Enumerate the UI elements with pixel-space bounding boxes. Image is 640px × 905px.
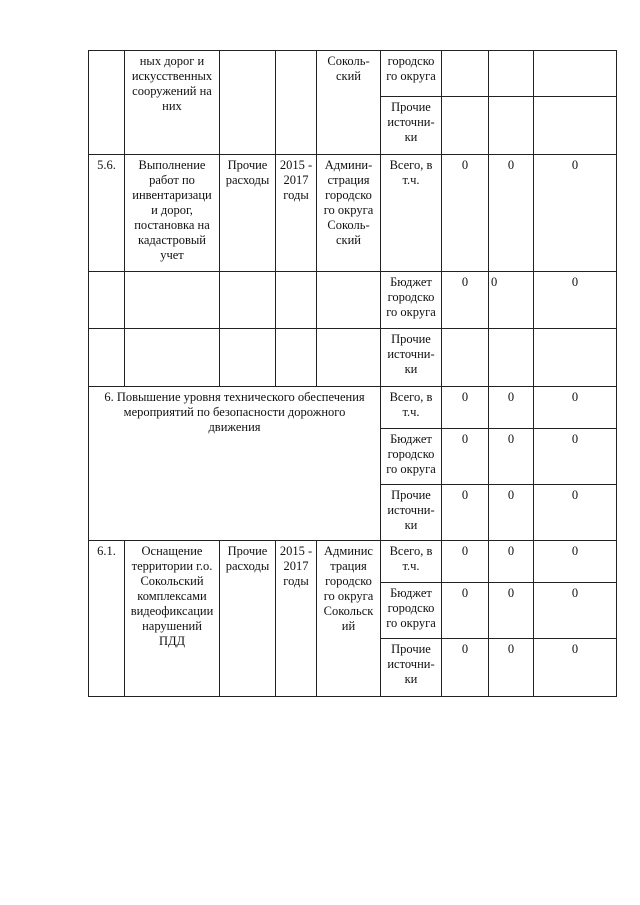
expense-type-cell	[220, 329, 276, 387]
funding-source: Бюджет городско го округа	[386, 275, 436, 319]
value-2017: 0	[571, 488, 579, 502]
value-cell	[534, 583, 617, 639]
period: 2015 - 2017 годы	[279, 158, 313, 202]
value-cell	[442, 541, 489, 583]
value-cell	[442, 155, 489, 272]
value-cell	[489, 272, 534, 329]
value-2015: 0	[461, 642, 469, 656]
table-row	[89, 387, 617, 429]
section-heading: 6. Повышение уровня технического обеспечения мероприятий по безопасности дорожного движения	[104, 390, 365, 434]
value-cell	[534, 387, 617, 429]
value-2016: 0	[507, 432, 515, 446]
value-cell	[442, 51, 489, 97]
value-cell	[489, 155, 534, 272]
value-cell	[489, 387, 534, 429]
value-2015: 0	[461, 432, 469, 446]
value-cell	[534, 429, 617, 485]
value-2015: 0	[461, 158, 469, 172]
value-2016: 0	[507, 390, 515, 404]
value-cell	[442, 387, 489, 429]
funding-source: Всего, в т.ч.	[389, 544, 433, 573]
funding-source: Прочие источни- ки	[387, 488, 435, 532]
value-2015: 0	[461, 586, 469, 600]
value-2016: 0	[507, 158, 515, 172]
funding-source-cell	[381, 639, 442, 697]
funding-source-cell	[381, 51, 442, 97]
value-2017: 0	[571, 275, 579, 289]
value-cell	[442, 97, 489, 155]
activity-name: Выполнение работ по инвентаризаци и дорог, постановка на кадастровый учет	[132, 158, 212, 262]
value-cell	[489, 583, 534, 639]
value-2016: 0	[507, 586, 515, 600]
value-cell	[489, 97, 534, 155]
funding-source: городско го округа	[386, 54, 436, 83]
funding-source-cell	[381, 97, 442, 155]
funding-source-cell	[381, 329, 442, 387]
value-cell	[489, 329, 534, 387]
funding-source: Всего, в т.ч.	[389, 390, 433, 419]
funding-source-cell	[381, 485, 442, 541]
value-cell	[534, 639, 617, 697]
program-activities-table	[88, 50, 617, 697]
period-cell	[276, 541, 317, 697]
table-row	[89, 155, 617, 272]
value-cell	[534, 51, 617, 97]
activity-name-cell	[125, 51, 220, 155]
value-2017: 0	[571, 432, 579, 446]
funding-source: Прочие источни- ки	[387, 100, 435, 144]
row-number-cell	[89, 155, 125, 272]
value-2017: 0	[571, 158, 579, 172]
funding-source-cell	[381, 583, 442, 639]
expense-type: Прочие расходы	[225, 158, 270, 187]
funding-source-cell	[381, 155, 442, 272]
value-2017: 0	[571, 390, 579, 404]
funding-source: Бюджет городско го округа	[386, 432, 436, 476]
value-cell	[534, 155, 617, 272]
row-number-cell	[89, 51, 125, 155]
activity-name-cell	[125, 155, 220, 272]
table-row	[89, 272, 617, 329]
value-cell	[489, 541, 534, 583]
value-2016: 0	[491, 275, 498, 289]
table-row	[89, 329, 617, 387]
executor-cell	[317, 541, 381, 697]
executor-cell	[317, 51, 381, 155]
value-cell	[442, 329, 489, 387]
row-number-cell	[89, 541, 125, 697]
value-cell	[489, 485, 534, 541]
expense-type: Прочие расходы	[225, 544, 270, 573]
funding-source: Всего, в т.ч.	[389, 158, 433, 187]
funding-source-cell	[381, 272, 442, 329]
value-2017: 0	[571, 544, 579, 558]
period-cell	[276, 329, 317, 387]
activity-name-cell	[125, 329, 220, 387]
expense-type-cell	[220, 272, 276, 329]
value-cell	[442, 272, 489, 329]
executor-cell	[317, 329, 381, 387]
activity-name-cell	[125, 272, 220, 329]
value-cell	[534, 541, 617, 583]
row-number: 6.1.	[97, 544, 116, 558]
value-cell	[442, 639, 489, 697]
funding-source-cell	[381, 541, 442, 583]
value-cell	[489, 429, 534, 485]
period: 2015 - 2017 годы	[279, 544, 313, 588]
executor: Соколь- ский	[327, 54, 370, 83]
expense-type-cell	[220, 541, 276, 697]
value-cell	[442, 485, 489, 541]
value-2015: 0	[461, 488, 469, 502]
period-cell	[276, 51, 317, 155]
value-cell	[442, 429, 489, 485]
value-cell	[534, 485, 617, 541]
activity-name: ных дорог и искусственных сооружений на них	[131, 54, 213, 113]
period-cell	[276, 155, 317, 272]
value-2015: 0	[461, 544, 469, 558]
executor: Админис трация городско го округа Сокольск ий	[323, 544, 374, 633]
value-cell	[534, 329, 617, 387]
expense-type-cell	[220, 51, 276, 155]
funding-source: Прочие источни- ки	[387, 332, 435, 376]
table-row	[89, 51, 617, 97]
value-cell	[534, 272, 617, 329]
funding-source: Прочие источни- ки	[387, 642, 435, 686]
funding-source-cell	[381, 429, 442, 485]
section-heading-cell	[89, 387, 381, 541]
executor-cell	[317, 155, 381, 272]
value-cell	[442, 583, 489, 639]
row-number: 5.6.	[97, 158, 116, 172]
value-2016: 0	[507, 488, 515, 502]
activity-name-cell	[125, 541, 220, 697]
value-2017: 0	[571, 642, 579, 656]
period-cell	[276, 272, 317, 329]
value-2016: 0	[507, 544, 515, 558]
value-cell	[489, 51, 534, 97]
funding-source: Бюджет городско го округа	[386, 586, 436, 630]
value-cell	[489, 639, 534, 697]
executor-cell	[317, 272, 381, 329]
activity-name: Оснащение территории г.о. Сокольский комплексами видеофиксации нарушений ПДД	[130, 544, 214, 648]
value-2015: 0	[461, 390, 469, 404]
table-row	[89, 541, 617, 583]
row-number-cell	[89, 272, 125, 329]
value-2017: 0	[571, 586, 579, 600]
value-2015: 0	[461, 275, 469, 289]
row-number-cell	[89, 329, 125, 387]
expense-type-cell	[220, 155, 276, 272]
value-cell	[534, 97, 617, 155]
funding-source-cell	[381, 387, 442, 429]
value-2016: 0	[507, 642, 515, 656]
executor: Админи- страция городско го округа Соколь- ский	[323, 158, 374, 247]
